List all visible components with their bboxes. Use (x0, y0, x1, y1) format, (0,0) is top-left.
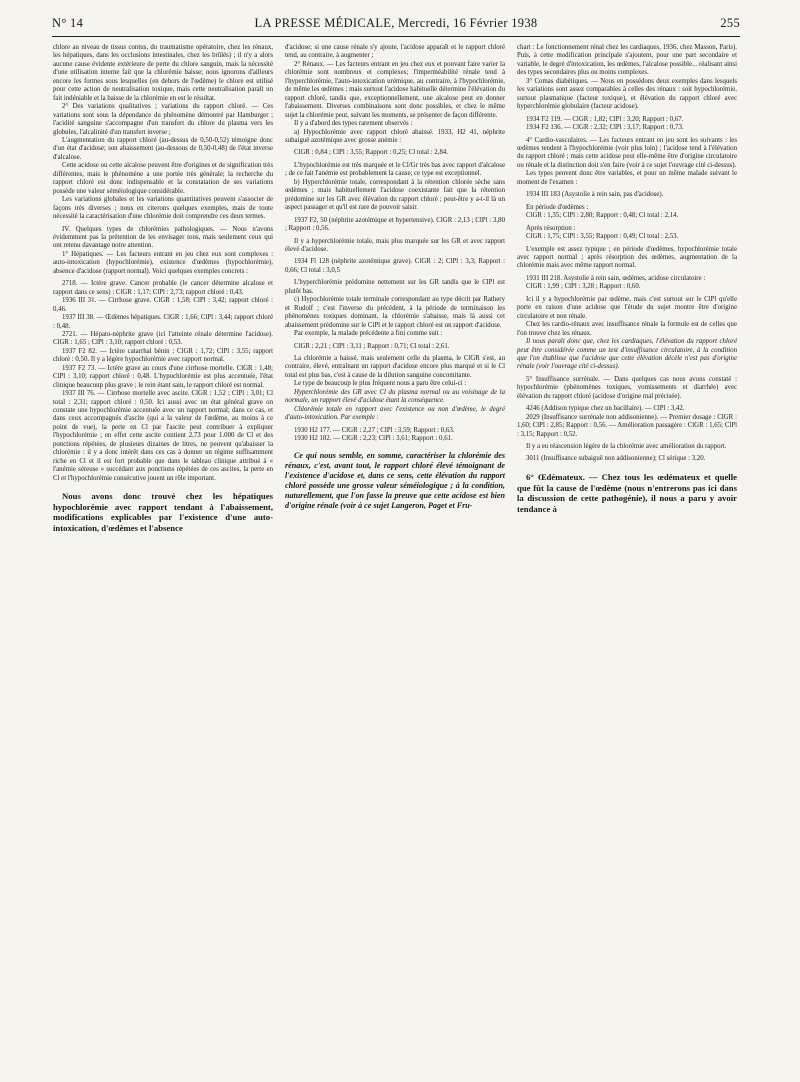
case-entry: ClGR : 2,21 ; ClPl : 3,11 ; Rapport : 0,71; Cl total : 2,61. (294, 342, 450, 350)
paragraph: L'augmentation du rapport chloré (au-dessus de 0,50-0,52) témoigne donc d'un état d'acidose; son abaissement (au-dessous de 0,50-0,48) de l'état inverse d'alcalose. (53, 136, 273, 161)
column-middle (285, 44, 505, 511)
column-left (53, 44, 273, 533)
paragraph: Il y a d'abord des types rarement observés : (294, 120, 413, 128)
paragraph: 5° Insuffisance surrénale. — Dans quelques cas nous avons constaté : hypochlorémie (phénomènes toxiques, vomissements et diarrhée) avec élévation du rapport chloré (acidose d'origine mal précisée). (517, 375, 737, 400)
case-entry: 1934 F2 136. — ClGR : 2,32; ClPl : 3,17; Rapport : 0,73. (526, 124, 684, 132)
case-entry: 1931 III 218. Asystolie à rein sain, œdèmes, acidose circulatoire : (526, 274, 706, 282)
paragraph: Hyperchlorémie des GR avec Cl du plasma normal ou au voisinage de la normale, un rapport élevé d'acidose étant la conséquence. (285, 388, 505, 405)
case-entry: 1936 III 31. — Cirrhose grave. ClGR : 1,58; ClPl : 3,42; rapport chloré : 0,46. (53, 297, 273, 313)
paragraph: L'exemple est assez typique ; en période d'œdèmes, hypochlorémie totale avec rapport normal ; après résorption des œdèmes, augmentation de la chlorémie mais avec même rapport normal. (517, 245, 737, 270)
paragraph: Il nous paraît donc que, chez les cardiaques, l'élévation du rapport chloré peut être considérée comme un test d'insuffisance circulatoire, à la condition que l'on établisse que l'acidose que cette élévation décèle n'est pas d'origine rénale (voir l'ouvrage cité ci-dessus). (517, 338, 737, 371)
paragraph: La chlorémie a baissé, mais seulement celle du plasma, le ClGR s'est, au contraire, élevé, entraînant un rapport d'acidose encore plus marqué et si le Cl total est plus bas, c'est à cause de la dilution sanguine concomitante. (285, 354, 505, 379)
case-entry: 2718. — Ictère grave. Cancer probable (le cancer détermine alcalose et rapport dans ce sens) : ClGR : 1,17; ClPl : 2,73; rapport chloré : 0,43. (53, 280, 273, 296)
case-entry: ClGR : 1,35; ClPl : 2,80; Rapport : 0,48; Cl total : 2,14. (526, 212, 679, 220)
paragraph: En période d'œdèmes : (526, 203, 589, 211)
paragraph: c) Hypochlorémie totale terminale correspondant au type décrit par Rathery et Rudolf ; c'est l'inverse du précédent, à la période de terminaison les phénomènes toxiques dominant, la chlorémie s'abaisse, mais là aussi cet abaissement prédomine sur le ClPl et le rapport chloré est un rapport d'acidose. (285, 296, 505, 329)
paragraph: 1° Hépatiques. — Les facteurs entrant en jeu chez eux sont complexes : auto-intoxication (hypochlorémie), existence d'œdèmes (hypochlorémie), absence d'acidose (rapport normal). Voici quelques exemples concrets : (53, 250, 273, 275)
case-entry: 1934 F2 119. — ClGR : 1,82; ClPl : 3,20; Rapport : 0,67. (526, 115, 684, 123)
case-entry: 1930 H2 182. — ClGR : 2,23; ClPl : 3,61; Rapport : 0,61. (294, 435, 453, 443)
column-right (517, 44, 737, 514)
paragraph: b) Hyperchlorémie totale, correspondant à la rétention chlorée sèche sans œdèmes ; mais habituellement l'acidose coexistante fait que la rétention prédomine sur les GR avec élévation du rapport chloré ; peut-être y a-t-il là un aspect passager et qu'il est rare de pouvoir saisir. (285, 178, 505, 212)
paragraph: L'hyperchlorémie prédomine nettement sur les GR tandis que le ClPl est plutôt bas. (285, 279, 505, 295)
case-entry: 2721. — Hépato-néphrite grave (ici l'atteinte rénale détermine l'acidose). ClGR : 1,65 ; ClPl : 3,10; rapport chloré : 0,53. (53, 330, 273, 347)
case-entry: 2029 (Insuffisance surrénale non addisonienne). — Premier dosage : ClGR : 1,60; ClPl : 2,85; Rapport : 0,56. — Amélioration passagère : ClGR : 1,65; ClPl : 3,15; Rapport : 0,52. (517, 413, 737, 438)
case-entry: 1937 F2, 50 (néphrite azotémique et hypertensive). ClGR : 2,13 ; ClPl : 3,80 ; Rapport : 0,56. (285, 216, 505, 233)
paragraph: Les types peuvent donc être variables, et pour un même malade suivant le moment de l'examen : (517, 170, 737, 186)
header-rule (52, 36, 740, 37)
paragraph: a) Hypochlorémie avec rapport chloré abaissé. 1933, H2 41, néphrite subaiguë azotémique avec grosse anémie : (285, 128, 505, 144)
paragraph: Cette acidose ou cette alcalose peuvent être d'origines et de signification très différentes, mais le phénomène a une portée très générale; la recherche du rapport chloré est donc indispensable et la constatation de ses variations possède une valeur séméiologique considérable. (53, 162, 273, 195)
case-entry: 3011 (Insuffisance subaiguë non addisonienne); Cl sérique : 3,20. (526, 455, 706, 463)
section-heading: IV. Quelques types de chlorémies pathologiques. — Nous n'avons évidemment pas la prétention de les envisager tous, mais seulement ceux qui ont retenu davantage notre attention. (53, 225, 273, 250)
case-entry: 1937 III 38. — Œdèmes hépatiques. ClGR : 1,66; ClPl : 3,44; rapport chloré : 0,48. (53, 314, 273, 330)
case-entry: ClGR : 0,84 ; ClPl : 3,55; Rapport : 0,25; Cl total : 2,84. (294, 149, 448, 157)
paragraph: Par exemple, la malade précédente a fini comme suit : (294, 330, 443, 338)
case-entry: 4246 (Addison typique chez un bacillaire). — ClPl : 3,42. (526, 405, 685, 413)
paragraph: Ici il y a hypochlorémie par œdème, mais c'est surtout sur le ClPl qu'elle porte en raison d'une acidose que l'étude du sujet montre être d'origine circulatoire et non rénale. (517, 295, 737, 320)
case-entry: ClGR : 1,75; ClPl : 3,55; Rapport : 0,49; Cl total : 2,53. (526, 233, 679, 241)
case-entry: 1930 H2 177. — ClGR : 2,27 ; ClPl : 3,59; Rapport : 0,63. (294, 426, 455, 434)
case-entry: ClGR : 1,99 ; ClPl : 3,28 ; Rapport : 0,60. (526, 283, 641, 291)
paragraph: Il y a eu réascension légère de la chlorémie avec amélioration du rapport. (526, 443, 727, 451)
journal-title: LA PRESSE MÉDICALE, Mercredi, 16 Février 1938 (254, 16, 538, 30)
paragraph: d'acidose; si une cause rénale s'y ajoute, l'acidose apparaît et le rapport chloré tend, au contraire, à augmenter ; (285, 44, 505, 60)
case-entry: 1937 F2 73. — Ictère grave au cours d'une cirrhose mortelle. ClGR : 1,48; ClPl : 3,10; rapport chloré : 0,48. L'hypochlorémie est plus accentuée, l'état clinique beaucoup plus grave ; le rein étant sain, le rapport chloré est normal. (53, 364, 273, 389)
paragraph: chlore au niveau de tissus contus, du traumatisme opératoire, chez les rénaux, les hépatiques, dans les occlusions intestinales, chez les brûlés) ; il n'y a alors aucune cause évidente extérieure de perte du chlore sanguin, mais la nécessité d'une utilisation interne fait que la chlorémie baisse; nous ignorons d'ailleurs encore les formes sous lesquelles (en dehors de l'œdème) le chlore est utilisé pour cette action de neutralisation toxique, mais cette neutralisation paraît un fait indéniable et la baisse de la chlorémie en est le résultat. (53, 44, 273, 102)
case-entry: 1934 Fl 128 (néphrite azotémique grave). ClGR : 2; ClPl : 3,3; Rapport : 0,66; Cl total : 3,0,5 (285, 258, 505, 274)
case-entry: 1934 III 183 (Asystolie à rein sain, pas d'acidose). (526, 191, 664, 199)
case-entry: 1937 III 76. — Cirrhose mortelle avec ascite. ClGR : 1,52 ; ClPl : 3,01; Cl total : 2,31; rapport chloré : 0,50. Ici aussi avec un état général grave on constate une hypochlorémie accentuée avec un rapport normal; dans ce cas, et dans ceux accompagnés d'ascite (qui a la valeur de l'œdème, au moins à ce point de vue), la perte en Cl par l'ascite peut contribuer à expliquer l'hypochlorémie ; en effet cette ascite contient 2,73 pour 1.000 de Cl et des ponctions répétées, de plusieurs dizaines de litres, ne peuvent qu'abaisser la chlorémie : il y a donc intérêt dans ces cas à donner un régime suffisamment riche en Cl et il est fort probable que dans le tableau clinique attribué à « l'anémie séreuse » succédant aux ponctions répétées de ces ascites, la perte en Cl et l'hypochlorémie consécutive jouent un rôle important. (53, 390, 273, 482)
paragraph: 3° Comas diabétiques. — Nous en possédons deux exemples dans lesquels les variations sont assez comparables à celles des rénaux : soit hypochlorémie, surtout plasmatique (facteur toxique), et élévation du rapport chloré avec hyperchlorémie globulaire (facteur acidose). (517, 77, 737, 111)
paragraph: Chlorémie totale en rapport avec l'existence ou non d'œdème, le degré d'auto-intoxication. Par exemple : (285, 405, 505, 422)
paragraph: 2° Rénaux. — Les facteurs entrant en jeu chez eux et pouvant faire varier la chlorémie sont nombreux et complexes; l'imperméabilité rénale tend à l'hyperchlorémie, l'auto-intoxication urémique, au contraire, à l'hypochlorémie, de même les œdèmes ; mais surtout l'acidose habituelle détermine l'élévation du rapport chloré, tandis que, exceptionnellement, une alcalose peut en donner l'abaissement. Diverses combinaisons sont donc possibles, et chez le même sujet la chlorémie peut, suivant les moments, se présenter de façon différente. (285, 60, 505, 119)
summary-paragraph: Ce qui nous semble, en somme, caractériser la chlorémie des rénaux, c'est, avant tout, le rapport chloré élevé témoignant de l'existence d'acidose et, dans ce sens, cette élévation du rapport chloré possède une grosse valeur séméiologique ; à la condition, naturellement, que l'on fasse la preuve que cette acidose est bien d'origine rénale (voir à ce sujet Langeron, Paget et Fru- (285, 451, 505, 511)
paragraph: Après résorption : (526, 224, 576, 232)
case-entry: 1937 F2 82. — Ictère catarrhal bénin : ClGR : 1,72; ClPl : 3,55; rapport chloré : 0,50. Il y a légère hypochlorémie avec rapport normal. (53, 347, 273, 364)
paragraph: Le type de beaucoup le plus fréquent nous a paru être celui-ci : (294, 380, 467, 388)
paragraph: Les variations globales et les variations quantitatives peuvent s'associer de façons très diverses ; nous en citerons quelques exemples, mais de toute nécessité la caractérisation d'une chlorémie doit comprendre ces deux termes. (53, 196, 273, 221)
conclusion-paragraph: Nous avons donc trouvé chez les hépatiques hypochlorémie avec rapport tendant à l'abaissement, modifications explicables par l'existence d'une auto-intoxication, d'œdèmes et l'absence (53, 491, 273, 533)
paragraph: Chez les cardio-rénaux avec insuffisance rénale la formule est de celles que l'on trouve chez les rénaux. (517, 321, 737, 337)
paragraph: L'hypochlorémie est très marquée et le Cl/Gr très bas avec rapport d'alcalose ; de ce fait l'anémie est probablement la cause; ce type est exceptionnel. (285, 161, 505, 178)
paragraph: chart : Le fonctionnement rénal chez les cardiaques, 1936, chez Masson, Paris). Puis, à cette modification principale s'ajoutent, pour une part secondaire et variable, le degré d'intoxication, les œdèmes, l'alcalose possible... réalisant ainsi des types secondaires plus ou moins complexes. (517, 44, 737, 77)
section-paragraph: 6° Œdémateux. — Chez tous les œdémateux et quelle que fût la cause de l'œdème (nous n'entrerons pas ici dans la discussion de cette pathogénie), il nous a paru y avoir tendance à (517, 471, 737, 514)
issue-number: N° 14 (52, 16, 84, 30)
paragraph: 2° Des variations qualitatives ; variations du rapport chloré. — Ces variations sont sous la dépendance du phénomène démontré par Hamburger ; l'acidité sanguine s'accompagne d'un transfert du chlore du plasma vers les globules, l'alcalinité d'un transfert inverse ; (53, 103, 273, 136)
paragraph: Il y a hyperchlorémie totale, mais plus marquée sur les GR et avec rapport élevé d'acidose. (285, 237, 505, 253)
paragraph: 4° Cardio-vasculaires. — Les facteurs entrant en jeu sont les suivants : les œdèmes tendent à l'hypochlorémie (voir plus loin) ; l'acidose tend à l'élévation du rapport chloré ; mais cette acidose peut elle-même être d'origine circulatoire ou rénale et la distinction doit s'en faire (voir à ce sujet l'ouvrage cité ci-dessus). (517, 136, 737, 169)
page-number: 255 (720, 16, 740, 30)
page-header (52, 14, 740, 36)
